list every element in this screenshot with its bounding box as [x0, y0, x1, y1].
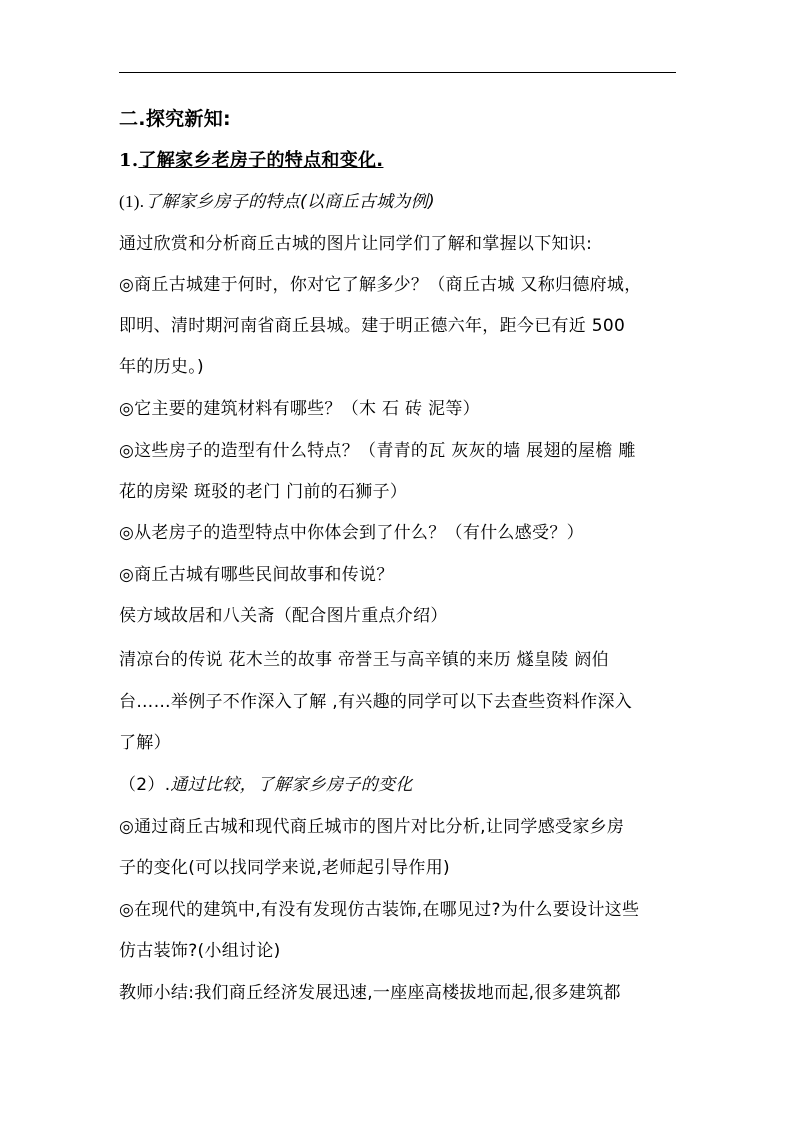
- body-line: 了解）: [119, 733, 171, 753]
- part1-title: 了解家乡房子的特点(以商丘古城为例): [144, 192, 435, 212]
- topic-heading: [119, 149, 383, 173]
- body-line: ◎在现代的建筑中,有没有发现仿古装饰,在哪见过?为什么要设计这些: [119, 900, 640, 920]
- body-line: 年的历史。): [119, 357, 204, 377]
- topic-title: 了解家乡老房子的特点和变化.: [138, 150, 384, 171]
- body-line: ◎从老房子的造型特点中你体会到了什么？（有什么感受？）: [119, 523, 584, 543]
- section-heading: 二.探究新知:: [119, 108, 231, 130]
- body-line: 花的房梁 斑驳的老门 门前的石狮子）: [119, 482, 408, 502]
- body-line: 仿古装饰?(小组讨论): [119, 941, 281, 961]
- body-line: 侯方域故居和八关斋（配合图片重点介绍）: [119, 606, 448, 626]
- body-line: ◎这些房子的造型有什么特点？（青青的瓦 灰灰的墙 展翅的屋檐 雕: [119, 441, 636, 461]
- body-line: ◎通过商丘古城和现代商丘城市的图片对比分析,让同学感受家乡房: [119, 817, 625, 837]
- body-line: 台……举例子不作深入了解 ,有兴趣的同学可以下去查些资料作深入: [119, 692, 633, 712]
- part2-heading: [119, 773, 413, 797]
- header-rule: [119, 72, 676, 73]
- body-line: 即明、清时期河南省商丘县城。建于明正德六年，距今已有近 500: [119, 316, 626, 336]
- part2-title: 通过比较，了解家乡房子的变化: [170, 775, 413, 795]
- body-line: ◎商丘古城建于何时，你对它了解多少？（商丘古城 又称归德府城，: [119, 275, 642, 295]
- body-line: 通过欣赏和分析商丘古城的图片让同学们了解和掌握以下知识:: [119, 234, 593, 254]
- body-line: 教师小结:我们商丘经济发展迅速,一座座高楼拔地而起,很多建筑都: [119, 983, 621, 1003]
- body-line: ◎商丘古城有哪些民间故事和传说？: [119, 565, 394, 585]
- part1-number: (1).: [119, 192, 145, 211]
- body-line: 清凉台的传说 花木兰的故事 帝誉王与高辛镇的来历 燧皇陵 阏伯: [119, 650, 609, 670]
- topic-number: 1.: [119, 150, 139, 171]
- body-line: 子的变化(可以找同学来说,老师起引导作用): [119, 858, 450, 878]
- part2-number: （2）.: [119, 775, 171, 795]
- body-line: ◎它主要的建筑材料有哪些？（木 石 砖 泥等）: [119, 399, 480, 419]
- part1-heading: [119, 190, 435, 214]
